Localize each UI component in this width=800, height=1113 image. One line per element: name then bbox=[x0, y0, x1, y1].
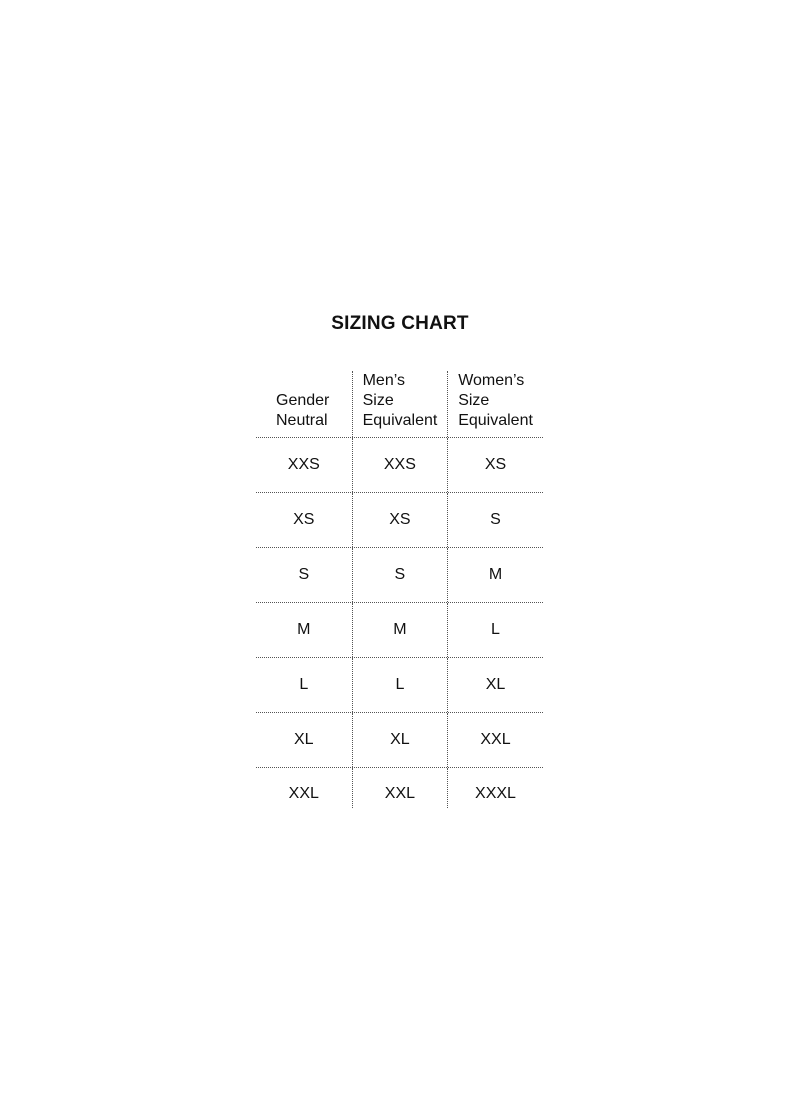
header-mens-size: Men’s Size Equivalent bbox=[352, 371, 448, 437]
cell-mens: XL bbox=[352, 713, 448, 767]
cell-womens: XL bbox=[447, 658, 543, 712]
table-row bbox=[256, 603, 543, 658]
cell-gender-neutral: XL bbox=[294, 731, 314, 748]
cell-gender-neutral: S bbox=[298, 566, 310, 583]
table-row bbox=[256, 493, 543, 548]
cell-womens: M bbox=[447, 548, 543, 602]
table-row bbox=[256, 713, 543, 768]
table-header-row bbox=[256, 371, 543, 438]
cell-womens: XXL bbox=[447, 713, 543, 767]
cell-gender-neutral: L bbox=[299, 676, 309, 693]
header-gender-neutral: Gender Neutral bbox=[276, 392, 330, 429]
cell-gender-neutral: XS bbox=[293, 511, 315, 528]
page-title: SIZING CHART bbox=[331, 313, 469, 334]
cell-mens: XS bbox=[352, 493, 448, 547]
table-row bbox=[256, 438, 543, 493]
cell-womens: XS bbox=[447, 438, 543, 492]
cell-mens: S bbox=[352, 548, 448, 602]
cell-mens: XXL bbox=[352, 768, 448, 808]
table-row bbox=[256, 658, 543, 713]
cell-womens: S bbox=[447, 493, 543, 547]
cell-gender-neutral: XXS bbox=[287, 456, 320, 473]
sizing-chart-table bbox=[256, 371, 543, 808]
cell-gender-neutral: XXL bbox=[288, 785, 319, 802]
cell-mens: M bbox=[352, 603, 448, 657]
cell-mens: L bbox=[352, 658, 448, 712]
table-row bbox=[256, 548, 543, 603]
cell-gender-neutral: M bbox=[297, 621, 311, 638]
cell-womens: XXXL bbox=[447, 768, 543, 808]
header-womens-size: Women’s Size Equivalent bbox=[447, 371, 543, 437]
cell-womens: L bbox=[447, 603, 543, 657]
cell-mens: XXS bbox=[352, 438, 448, 492]
table-row bbox=[256, 768, 543, 808]
